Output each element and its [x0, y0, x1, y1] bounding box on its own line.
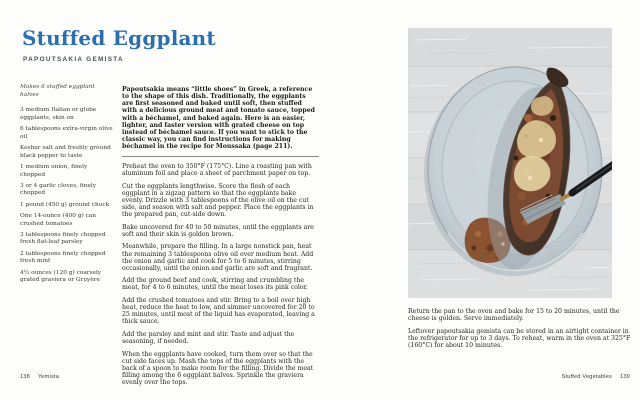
step-paragraph: Add the parsley and mint and stir. Taste and adjust the seasoning, if needed.: [122, 330, 295, 345]
step-paragraph: Bake uncovered for 40 to 50 minutes, until the eggplants are soft and their skin is golden brown.: [122, 223, 314, 238]
continuation-paragraph: Return the pan to the oven and bake for 15 to 20 minutes, until the cheese is golden. Serve immediately.: [408, 308, 620, 323]
step-paragraph: When the eggplants have cooked, turn them over so that the cut side faces up. Mash the tops of the eggplants with the back of a spoon to make room for the filling. Divide the meat filling among the 6 eggplant halves. Sprinkle the graviera evenly over the tops.: [122, 350, 314, 386]
page-title: Stuffed Eggplant: [22, 26, 216, 50]
ingredient-item: 1 medium onion, finely chopped: [20, 163, 88, 178]
left-page-number: 138: [20, 374, 30, 380]
right-page-number: 139: [620, 374, 630, 380]
dish-photo: [408, 28, 612, 298]
right-page-footer: [562, 374, 630, 380]
yield-note: Makes 6 stuffed eggplant halves: [20, 84, 95, 98]
recipe-subtitle: PAPOUTSAKIA GEMISTA: [23, 56, 124, 63]
right-section-label: Stuffed Vegetables: [561, 374, 613, 380]
ingredient-item: Kosher salt and freshly ground black pepper to taste: [20, 145, 111, 159]
ingredient-item: One 14-ounce (400 g) can crushed tomatoes: [20, 212, 96, 227]
ingredient-item: 1 pound (450 g) ground chuck: [20, 201, 110, 208]
ingredient-item: 3 medium Italian or globe eggplants, skin on: [20, 107, 97, 121]
ingredient-item: 6 tablespoons extra-virgin olive oil: [20, 126, 113, 140]
step-paragraph: Meanwhile, prepare the filling. In a large nonstick pan, heat the remaining 3 tablespoons olive oil over medium heat. Add the onion and garlic and cook for 5 to 6 minutes, stirring occasionally, until the onion and garlic are soft and fragrant.: [122, 243, 314, 272]
ingredient-item: 4½ ounces (120 g) coarsely grated graviera or Gruyère: [20, 269, 102, 284]
method-column: [122, 86, 319, 392]
dish-photo-illustration: [408, 28, 612, 298]
ingredients-column: [20, 84, 114, 288]
intro-paragraph: Papoutsakia means “little shoes” in Greek, a reference to the shape of this dish. Traditionally, the eggplants are first seasoned and baked until soft, then stuffed with a delicious ground meat and tomato sauce, topped with a béchamel, and baked again. Here is an easier, lighter, and faster version with grated cheese on top instead of béchamel sauce. If you want to stick to the classic way, you can find instructions for making béchamel in the recipe for Moussaka (page 211).: [122, 86, 315, 150]
left-page-footer: [20, 374, 59, 380]
ingredient-item: 2 tablespoons finely chopped fresh mint: [20, 250, 106, 265]
section-divider: [122, 156, 319, 157]
continuation-text: [408, 308, 632, 355]
step-paragraph: Preheat the oven to 350°F (175°C). Line a roasting pan with aluminum foil and place a sheet of parchment paper on top.: [122, 163, 312, 178]
step-paragraph: Add the ground beef and cook, stirring and crumbling the meat, for 4 to 6 minutes, until the meat loses its pink color.: [122, 277, 308, 292]
ingredient-item: 3 tablespoons finely chopped fresh flat-leaf parsley: [20, 231, 106, 246]
step-paragraph: Cut the eggplants lengthwise. Score the flesh of each eggplant in a zigzag pattern so that the eggplants bake evenly. Drizzle with 3 tablespoons of the olive oil on the cut side, and season with salt and pepper. Place the eggplants in the prepared pan, cut-side down.: [122, 182, 314, 219]
left-section-label: Yemista: [37, 374, 60, 380]
continuation-paragraph: Leftover papoutsakia gemista can be stored in an airtight container in the refrigerator for up to 3 days. To reheat, warm in the oven at 325°F (160°C) for about 10 minutes.: [408, 327, 631, 350]
ingredient-item: 3 or 4 garlic cloves, finely chopped: [20, 182, 97, 197]
step-paragraph: Add the crushed tomatoes and stir. Bring to a boil over high heat, reduce the heat to low, and simmer uncovered for 20 to 25 minutes, until most of the liquid has evaporated, leaving a thick sauce.: [122, 297, 315, 326]
